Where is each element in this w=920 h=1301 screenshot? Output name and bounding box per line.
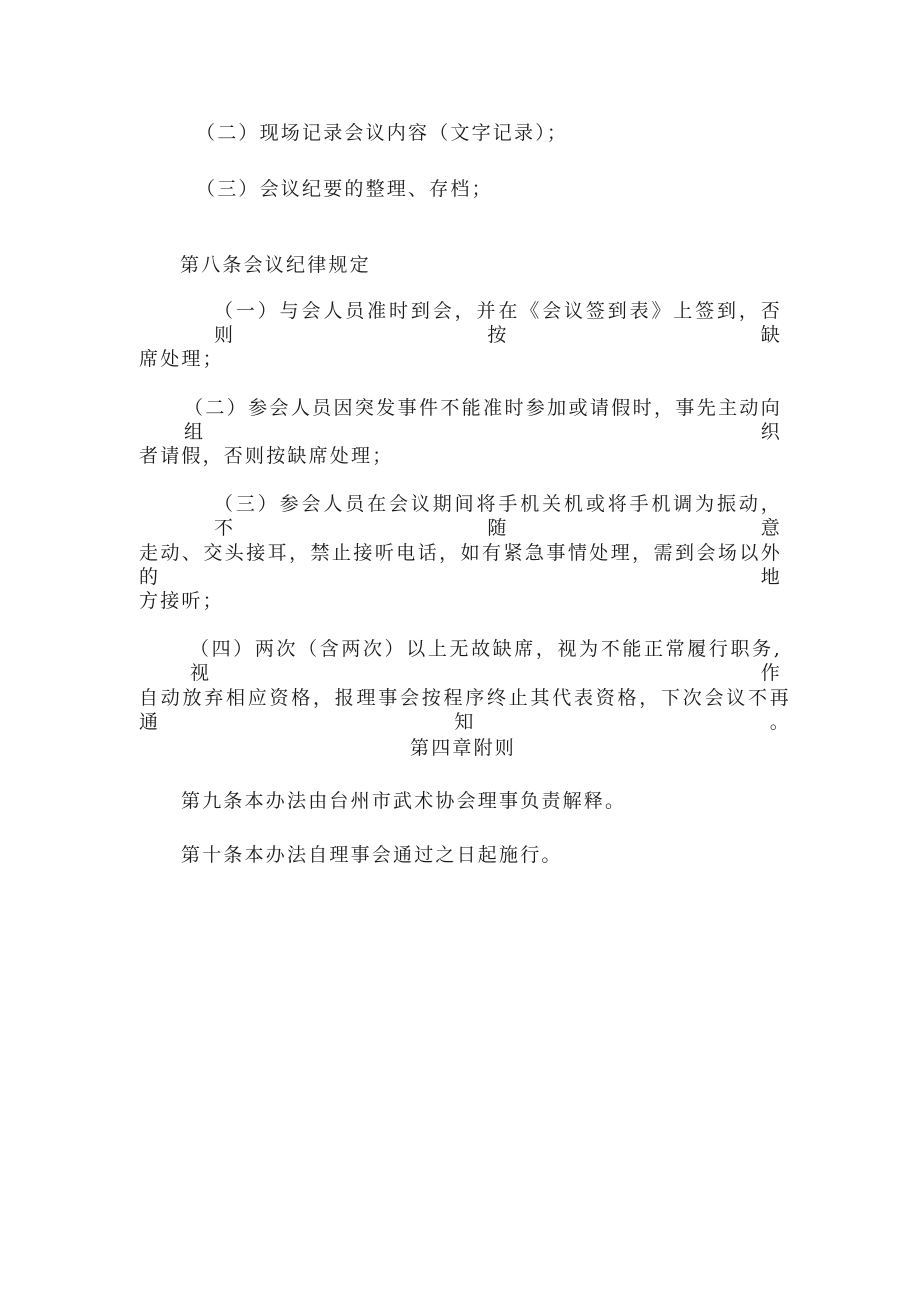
discipline-item-3-line-1: （三）参会人员在会议期间将手机关机或将手机调为振动，不随意 [214, 493, 782, 539]
discipline-item-1-line-2: 席处理； [139, 348, 224, 370]
discipline-item-4-line-2: 自动放弃相应资格，报理事会按程序终止其代表资格，下次会议不再通知。 [139, 687, 791, 733]
article-10: 第十条本办法自理事会通过之日起施行。 [181, 844, 563, 866]
discipline-item-2-line-1: （二）参会人员因突发事件不能准时参加或请假时，事先主动向组织 [184, 397, 782, 443]
discipline-item-3-line-3: 方接听； [139, 590, 224, 612]
discipline-item-1-line-1: （一）与会人员准时到会，并在《会议签到表》上签到，否则按缺 [214, 300, 782, 346]
chapter-4-heading: 第四章附则 [410, 737, 517, 759]
article-8-heading: 第八条会议纪律规定 [180, 254, 371, 276]
item-2-record-content: （二）现场记录会议内容（文字记录）； [196, 122, 569, 144]
article-9: 第九条本办法由台州市武术协会理事负责解释。 [181, 790, 627, 812]
discipline-item-3-line-2: 走动、交头接耳，禁止接听电话，如有紧急事情处理，需到会场以外的地 [139, 542, 782, 588]
discipline-item-4-line-1: （四）两次（含两次）以上无故缺席，视为不能正常履行职务,视作 [190, 638, 782, 684]
item-3-minutes-archive: （三）会议纪要的整理、存档； [196, 178, 493, 200]
discipline-item-2-line-2: 者请假，否则按缺席处理； [139, 445, 394, 467]
